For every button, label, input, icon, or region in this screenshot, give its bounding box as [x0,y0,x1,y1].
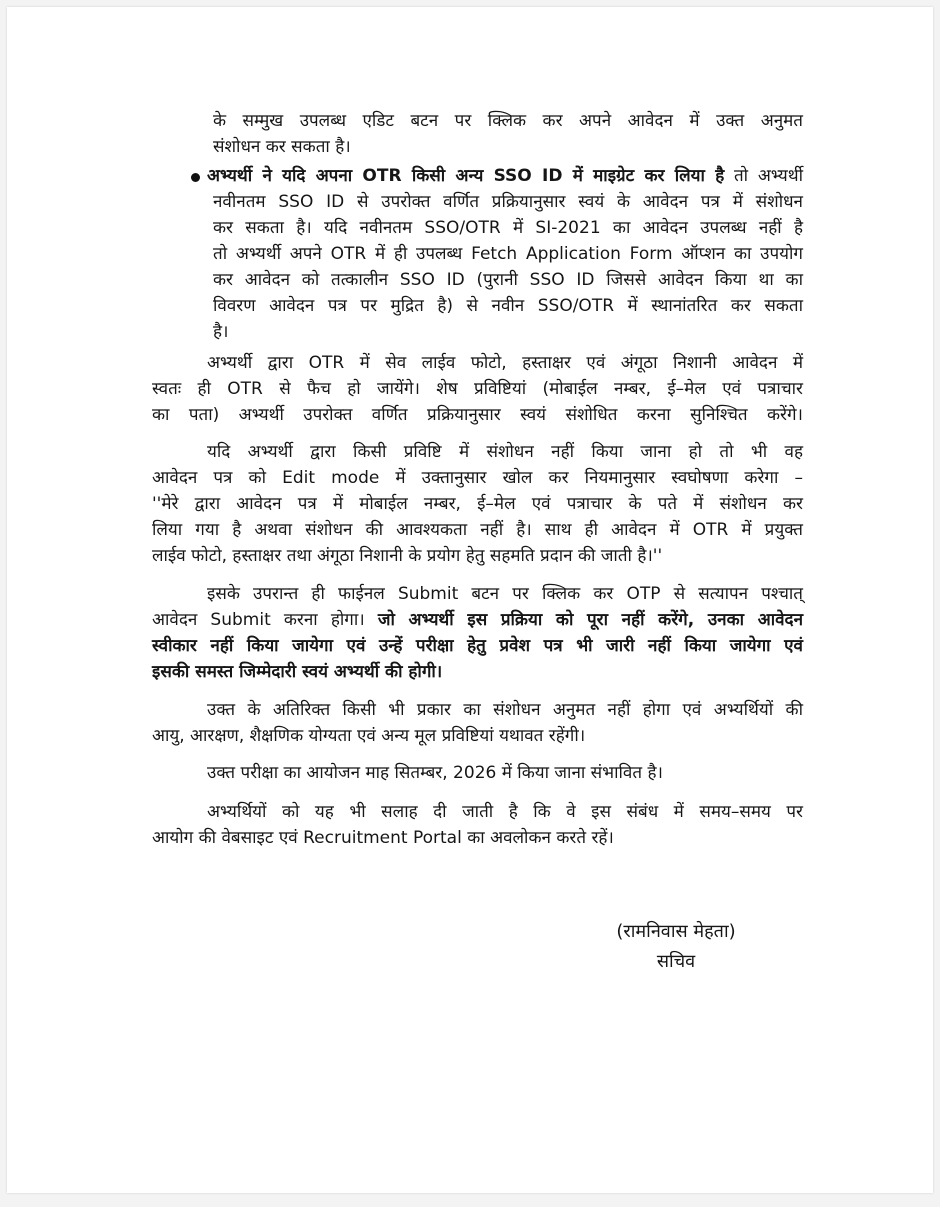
bullet-line-6: विवरण आवेदन पत्र पर मुद्रित है) से नवीन SSO/OTR में स्थानांतरित कर सकता [213,296,803,316]
bullet-line-4: तो अभ्यर्थी अपने OTR में ही उपलब्ध Fetch Application Form ऑप्शन का उपयोग [213,244,803,264]
paragraph-4-line-2 [152,607,803,633]
paragraph-3-line-4: लिया गया है अथवा संशोधन की आवश्यकता नहीं है। साथ ही आवेदन में OTR में प्रयुक्त [152,520,803,540]
paragraph-2-line-3: का पता) अभ्यर्थी उपरोक्त वर्णित प्रक्रियानुसार स्वयं संशोधित करना सुनिश्चित करेंगे। [152,405,803,425]
bullet-line-1-rest: तो अभ्यर्थी [724,166,804,186]
bullet-line-2: नवीनतम SSO ID से उपरोक्त वर्णित प्रक्रियानुसार स्वयं के आवेदन पत्र में संशोधन [213,192,803,212]
paragraph-5-line-1: उक्त के अतिरिक्त किसी भी प्रकार का संशोधन अनुमत नहीं होगा एवं अभ्यर्थियों की [207,700,803,720]
paragraph-1-line-2: संशोधन कर सकता है। [213,137,351,157]
bullet-line-1 [207,163,803,189]
bullet-point-icon [191,173,200,182]
paragraph-4-line-2-bold: जो अभ्यर्थी इस प्रक्रिया को पूरा नहीं करेंगे, उनका आवेदन [377,610,804,630]
paragraph-7-line-1: अभ्यर्थियों को यह भी सलाह दी जाती है कि वे इस संबंध में समय–समय पर [207,802,803,822]
paragraph-3-line-2: आवेदन पत्र को Edit mode में उक्तानुसार खोल कर नियमानुसार स्वघोषणा करेगा – [152,468,803,488]
paragraph-5-line-2: आयु, आरक्षण, शैक्षणिक योग्यता एवं अन्य मूल प्रविष्टियां यथावत रहेंगी। [152,726,586,746]
bullet-line-5: कर आवेदन को तत्कालीन SSO ID (पुरानी SSO ID जिससे आवेदन किया था का [213,270,803,290]
paragraph-1-line-1: के सम्मुख उपलब्ध एडिट बटन पर क्लिक कर अपने आवेदन में उक्त अनुमत [213,111,803,131]
paragraph-4-line-3: स्वीकार नहीं किया जायेगा एवं उन्हें परीक्षा हेतु प्रवेश पत्र भी जारी नहीं किया जायेगा एवं [152,636,803,656]
bullet-line-3: कर सकता है। यदि नवीनतम SSO/OTR में SI-2021 का आवेदन उपलब्ध नहीं है [213,218,803,238]
paragraph-6-line-1: उक्त परीक्षा का आयोजन माह सितम्बर, 2026 में किया जाना संभावित है। [207,763,663,783]
signatory-name: (रामनिवास मेहता) [616,921,736,942]
paragraph-4-line-4: इसकी समस्त जिम्मेदारी स्वयं अभ्यर्थी की होगी। [152,662,443,682]
paragraph-3-line-1: यदि अभ्यर्थी द्वारा किसी प्रविष्टि में संशोधन नहीं किया जाना हो तो भी वह [207,442,803,462]
paragraph-7-line-2: आयोग की वेबसाइट एवं Recruitment Portal का अवलोकन करते रहें। [152,828,614,848]
bullet-line-7: है। [213,322,229,342]
signatory-designation: सचिव [656,951,696,972]
paragraph-2-line-2: स्वतः ही OTR से फैच हो जायेंगे। शेष प्रविष्टियां (मोबाईल नम्बर, ई–मेल एवं पत्राचार [152,379,803,399]
bullet-line-1-bold: अभ्यर्थी ने यदि अपना OTR किसी अन्य SSO ID में माइग्रेट कर लिया है [207,166,725,186]
paragraph-3-line-5: लाईव फोटो, हस्ताक्षर तथा अंगूठा निशानी के प्रयोग हेतु सहमति प्रदान की जाती है।'' [152,546,663,566]
paragraph-4-line-1: इसके उपरान्त ही फाईनल Submit बटन पर क्लिक कर OTP से सत्यापन पश्चात् [207,584,803,604]
paragraph-4-line-2-normal: आवेदन Submit करना होगा। [152,610,378,630]
document-body [7,7,933,1193]
paragraph-2-line-1: अभ्यर्थी द्वारा OTR में सेव लाईव फोटो, हस्ताक्षर एवं अंगूठा निशानी आवेदन में [207,353,803,373]
document-page [7,7,933,1193]
paragraph-3-line-3: ''मेरे द्वारा आवेदन पत्र में मोबाईल नम्बर, ई–मेल एवं पत्राचार के पते में संशोधन कर [152,494,803,514]
